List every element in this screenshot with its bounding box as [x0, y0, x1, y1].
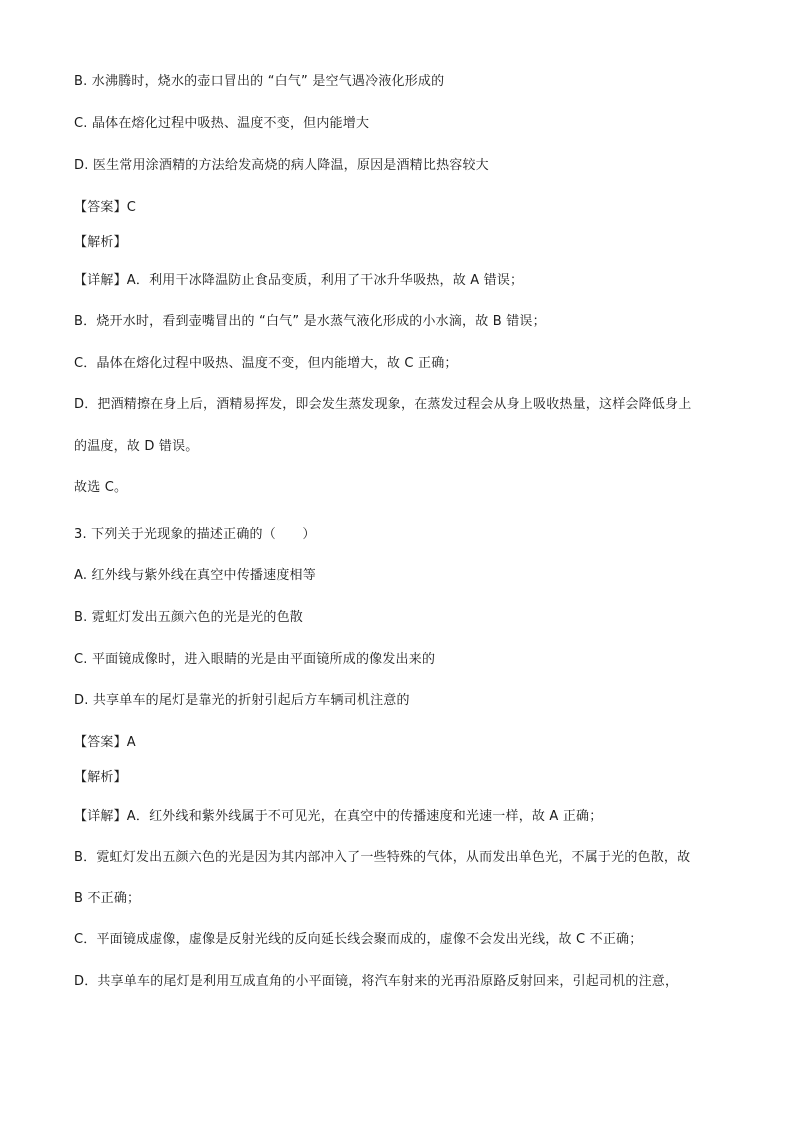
- detail-c-line: C．晶体在熔化过程中吸热、温度不变，但内能增大，故 C 正确；: [74, 356, 458, 371]
- analysis-heading: 【解析】: [74, 235, 127, 250]
- option-c-line: C. 晶体在熔化过程中吸热、温度不变，但内能增大: [74, 116, 370, 131]
- document-page: [74, 0, 734, 1123]
- detail-d-line: D．把酒精擦在身上后，酒精易挥发，即会发生蒸发现象，在蒸发过程会从身上吸收热量，这样会降低身上: [74, 397, 692, 412]
- question-3-stem: 3. 下列关于光现象的描述正确的（ ）: [74, 527, 316, 542]
- detail-d-line-cont: 的温度，故 D 错误。: [74, 439, 199, 454]
- q3-option-c: C. 平面镜成像时，进入眼睛的光是由平面镜所成的像发出来的: [74, 652, 436, 667]
- choice-line: 故选 C。: [74, 480, 128, 495]
- q3-detail-c-line: C．平面镜成虚像，虚像是反射光线的反向延长线会聚而成的，虚像不会发出光线，故 C 不正确；: [74, 932, 643, 947]
- q3-detail-b-line-cont: B 不正确；: [74, 891, 141, 906]
- q3-answer-line: 【答案】A: [74, 735, 136, 750]
- detail-b-line: B．烧开水时，看到壶嘴冒出的 “白气” 是水蒸气液化形成的小水滴，故 B 错误；: [74, 314, 546, 329]
- q3-option-a: A. 红外线与紫外线在真空中传播速度相等: [74, 568, 316, 583]
- detail-a-line: 【详解】A．利用干冰降温防止食品变质，利用了干冰升华吸热，故 A 错误；: [74, 273, 524, 288]
- q3-detail-b-line: B．霓虹灯发出五颜六色的光是因为其内部冲入了一些特殊的气体，从而发出单色光，不属于光的色散，故: [74, 850, 691, 865]
- q3-detail-a-line: 【详解】A．红外线和紫外线属于不可见光，在真空中的传播速度和光速一样，故 A 正确；: [74, 809, 603, 824]
- option-d-line: D. 医生常用涂酒精的方法给发高烧的病人降温，原因是酒精比热容较大: [74, 158, 489, 173]
- q3-option-b: B. 霓虹灯发出五颜六色的光是光的色散: [74, 610, 303, 625]
- option-b-line: B. 水沸腾时，烧水的壶口冒出的 “白气” 是空气遇冷液化形成的: [74, 74, 445, 89]
- answer-line: 【答案】C: [74, 200, 137, 215]
- q3-option-d: D. 共享单车的尾灯是靠光的折射引起后方车辆司机注意的: [74, 693, 410, 708]
- q3-analysis-heading: 【解析】: [74, 770, 127, 785]
- q3-detail-d-line: D．共享单车的尾灯是利用互成直角的小平面镜，将汽车射来的光再沿原路反射回来，引起司机的注意，: [74, 974, 679, 989]
